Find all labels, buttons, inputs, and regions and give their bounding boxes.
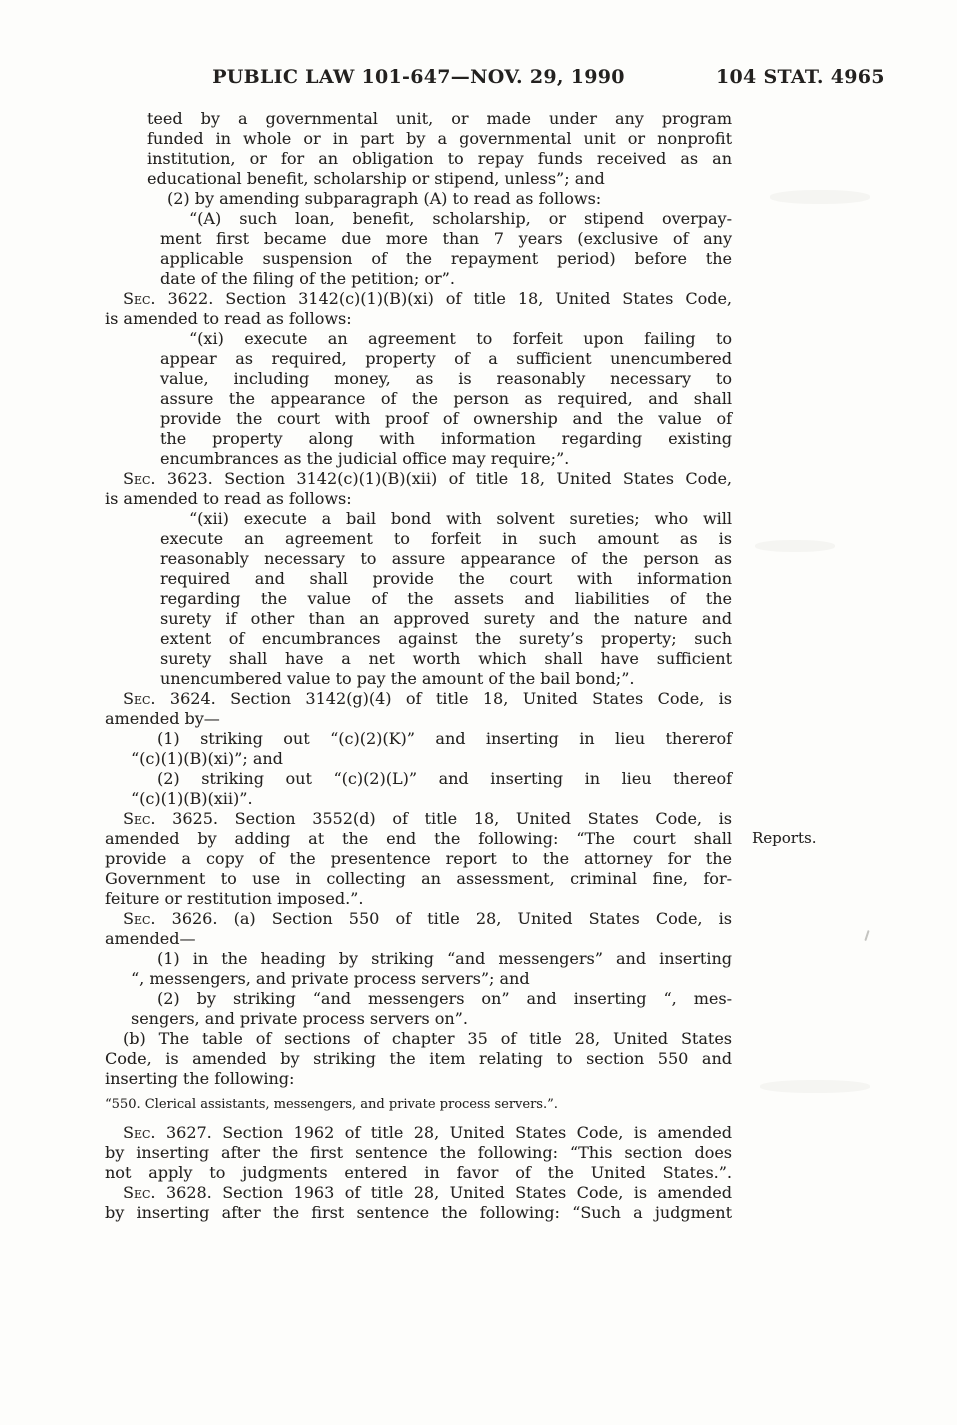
statute-line: the property along with information regarding existing	[160, 429, 732, 448]
statute-line: (1) in the heading by striking “and messengers” and inserting	[157, 949, 732, 968]
statute-line: teed by a governmental unit, or made under any program	[147, 109, 732, 128]
statute-line: (2) by amending subparagraph (A) to read as follows:	[167, 189, 602, 208]
statute-line: funded in whole or in part by a governmental unit or nonprofit	[147, 129, 732, 148]
scan-artifact	[755, 540, 835, 552]
statute-line: “(c)(1)(B)(xii)”.	[131, 789, 253, 808]
statute-line: ment first became due more than 7 years (exclusive of any	[160, 229, 732, 248]
statute-line: encumbrances as the judicial office may require;”.	[160, 449, 570, 468]
public-law-title: PUBLIC LAW 101-647—NOV. 29, 1990	[212, 66, 625, 88]
section-label: Sec.	[123, 689, 156, 708]
statute-line: inserting the following:	[105, 1069, 295, 1088]
statute-line: sengers, and private process servers on”.	[131, 1009, 468, 1028]
statute-line: is amended to read as follows:	[105, 309, 352, 328]
margin-note-reports: Reports.	[752, 829, 817, 847]
statute-line: not apply to judgments entered in favor of the United States.”.	[105, 1163, 732, 1182]
statute-line: reasonably necessary to assure appearance of the person as	[160, 549, 732, 568]
statute-line: assure the appearance of the person as required, and shall	[160, 389, 732, 408]
scan-artifact	[760, 1080, 870, 1093]
statute-line: feiture or restitution imposed.”.	[105, 889, 364, 908]
statute-line: “, messengers, and private process servers”; and	[131, 969, 530, 988]
statute-line: unencumbered value to pay the amount of the bail bond;”.	[160, 669, 635, 688]
statute-line: amended by—	[105, 709, 220, 728]
section-label: Sec.	[123, 289, 156, 308]
statute-line: applicable suspension of the repayment period) before the	[160, 249, 732, 268]
statute-line: surety shall have a net worth which shall have sufficient	[160, 649, 732, 668]
statute-line: by inserting after the first sentence the following: “This section does	[105, 1143, 732, 1162]
statute-line: is amended to read as follows:	[105, 489, 352, 508]
statute-line: Sec. 3624. Section 3142(g)(4) of title 18, United States Code, is	[123, 689, 732, 708]
statute-line: appear as required, property of a sufficient unencumbered	[160, 349, 732, 368]
section-label: Sec.	[123, 469, 156, 488]
statute-line: “(xi) execute an agreement to forfeit upon failing to	[189, 329, 732, 348]
statute-page-number: 104 STAT. 4965	[716, 66, 885, 88]
statute-line: “(c)(1)(B)(xi)”; and	[131, 749, 283, 768]
statute-line: institution, or for an obligation to repay funds received as an	[147, 149, 732, 168]
statute-line: provide the court with proof of ownership and the value of	[160, 409, 732, 428]
statute-line: Government to use in collecting an assessment, criminal fine, for-	[105, 869, 732, 888]
statute-line: “(A) such loan, benefit, scholarship, or stipend overpay-	[189, 209, 732, 228]
page-header	[0, 66, 957, 90]
scan-artifact	[770, 190, 870, 204]
statute-line: “550. Clerical assistants, messengers, and private process servers.”.	[105, 1097, 558, 1112]
statute-line: execute an agreement to forfeit in such amount as is	[160, 529, 732, 548]
statute-line: Sec. 3622. Section 3142(c)(1)(B)(xi) of title 18, United States Code,	[123, 289, 732, 308]
statute-line: extent of encumbrances against the surety’s property; such	[160, 629, 732, 648]
statute-line: Code, is amended by striking the item relating to section 550 and	[105, 1049, 732, 1068]
section-label: Sec.	[123, 1183, 156, 1202]
statute-line: Sec. 3623. Section 3142(c)(1)(B)(xii) of title 18, United States Code,	[123, 469, 732, 488]
scan-artifact	[864, 930, 869, 941]
statute-line: educational benefit, scholarship or stipend, unless”; and	[147, 169, 605, 188]
statute-line: regarding the value of the assets and liabilities of the	[160, 589, 732, 608]
statute-line: Sec. 3626. (a) Section 550 of title 28, United States Code, is	[123, 909, 732, 928]
statute-line: amended—	[105, 929, 196, 948]
statute-line: (b) The table of sections of chapter 35 of title 28, United States	[123, 1029, 732, 1048]
statute-line: (1) striking out “(c)(2)(K)” and inserting in lieu thererof	[157, 729, 732, 748]
statute-line: (2) by striking “and messengers on” and inserting “, mes-	[157, 989, 732, 1008]
statute-line: “(xii) execute a bail bond with solvent sureties; who will	[189, 509, 732, 528]
statute-line: Sec. 3625. Section 3552(d) of title 18, United States Code, is	[123, 809, 732, 828]
statute-line: (2) striking out “(c)(2)(L)” and inserting in lieu thereof	[157, 769, 732, 788]
statute-line: required and shall provide the court with information	[160, 569, 732, 588]
section-label: Sec.	[123, 809, 156, 828]
statute-line: Sec. 3627. Section 1962 of title 28, United States Code, is amended	[123, 1123, 732, 1142]
statute-body	[105, 109, 732, 1223]
section-label: Sec.	[123, 1123, 156, 1142]
statute-line: by inserting after the first sentence the following: “Such a judgment	[105, 1203, 732, 1222]
statute-line: value, including money, as is reasonably necessary to	[160, 369, 732, 388]
statute-line: surety if other than an approved surety and the nature and	[160, 609, 732, 628]
statute-line: Sec. 3628. Section 1963 of title 28, United States Code, is amended	[123, 1183, 732, 1202]
statute-line: date of the filing of the petition; or”.	[160, 269, 455, 288]
statute-line: provide a copy of the presentence report to the attorney for the	[105, 849, 732, 868]
section-label: Sec.	[123, 909, 156, 928]
statute-line: amended by adding at the end the following: “The court shall	[105, 829, 732, 848]
